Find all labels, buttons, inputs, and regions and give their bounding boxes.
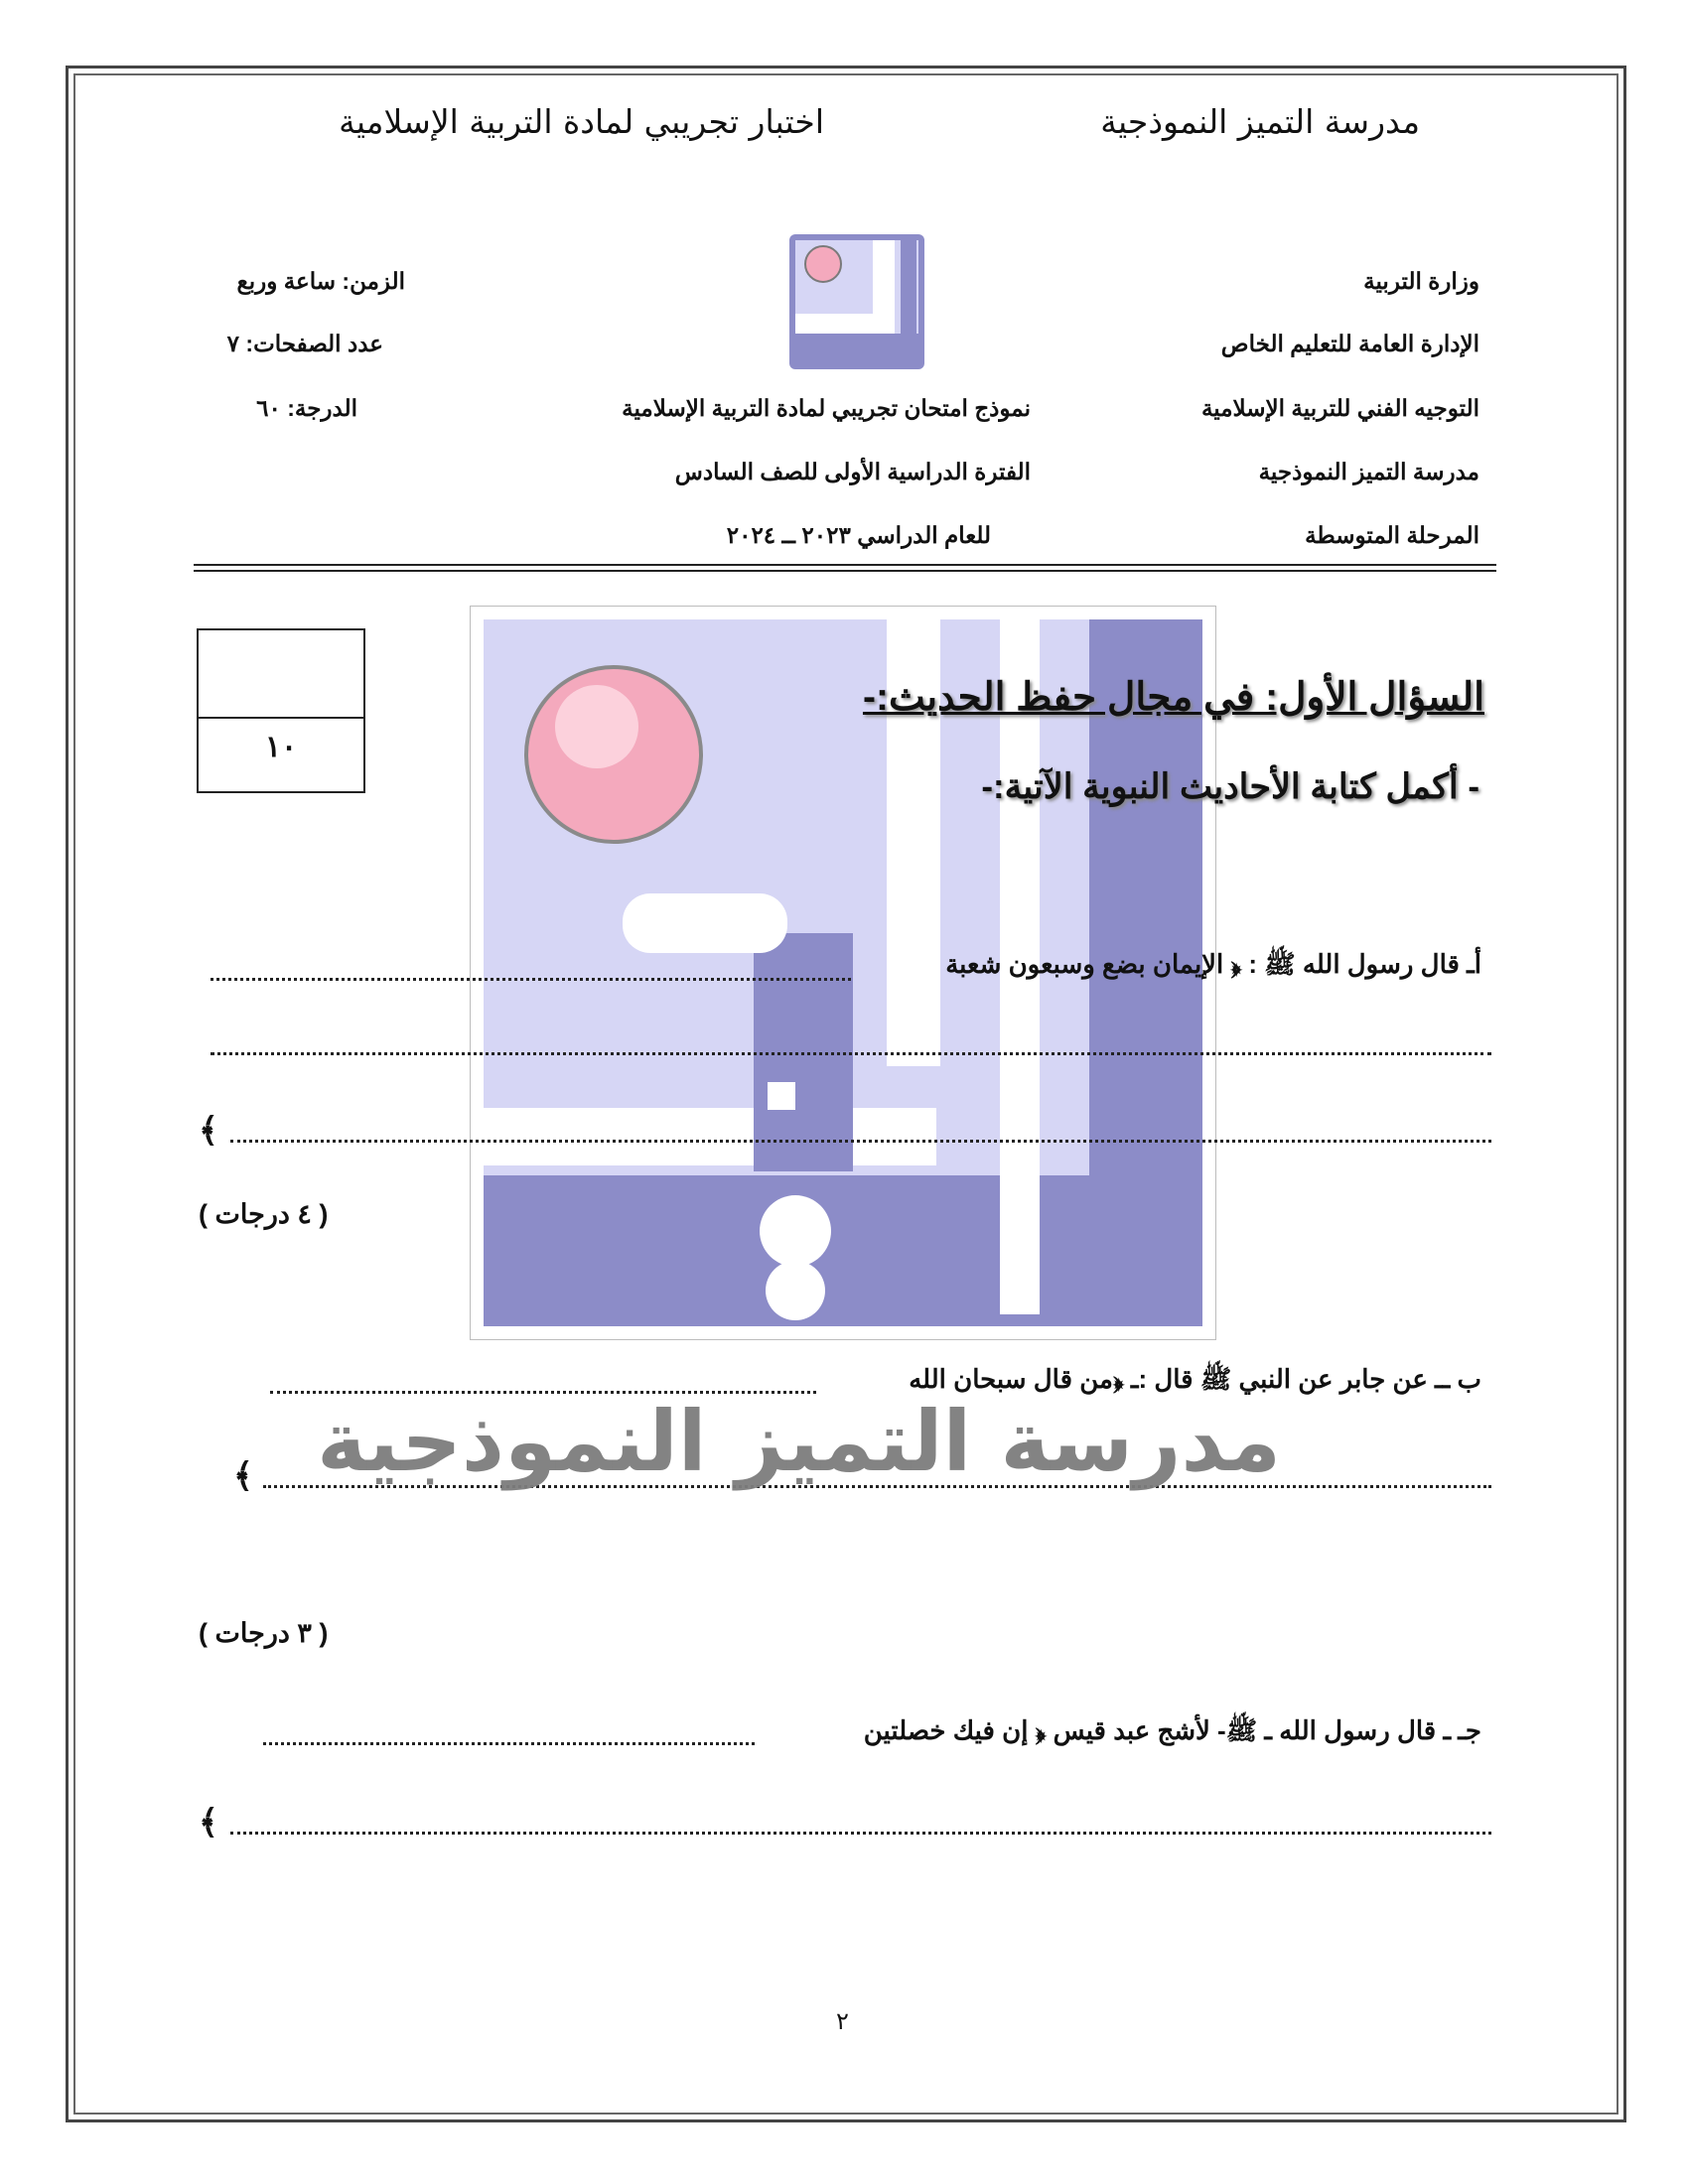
hadith-a-close-bracket: ﴾ bbox=[199, 1111, 218, 1151]
hadith-b-text: ب ــ عن جابر عن النبي ﷺ قال :ـ ﴿من قال سبحان الله bbox=[909, 1364, 1481, 1394]
answer-line-a3[interactable] bbox=[230, 1140, 1491, 1143]
header-rule-top bbox=[194, 564, 1496, 566]
header-exam-title: اختبار تجريبي لمادة التربية الإسلامية bbox=[339, 102, 824, 141]
meta-year: للعام الدراسي ٢٠٢٣ ــ ٢٠٢٤ bbox=[726, 522, 991, 548]
meta-term: الفترة الدراسية الأولى للصف السادس bbox=[674, 459, 1031, 484]
watermark-school-name: مدرسة التميز النموذجية bbox=[317, 1393, 1281, 1490]
logo-large-ring1 bbox=[760, 1195, 831, 1267]
meta-stage: المرحلة المتوسطة bbox=[1305, 522, 1479, 548]
logo-small-bottom bbox=[795, 334, 918, 363]
logo-small-bar3 bbox=[795, 314, 895, 334]
answer-line-a1[interactable] bbox=[211, 978, 851, 981]
hadith-c-text: جـ ـ قال رسول الله ـ ﷺ- لأشج عبد قيس ﴿ إن فيك خصلتين bbox=[863, 1715, 1481, 1745]
school-logo-small bbox=[789, 234, 924, 373]
hadith-c-close-bracket: ﴾ bbox=[199, 1803, 218, 1843]
hadith-b-close-bracket: ﴾ bbox=[233, 1456, 253, 1496]
logo-large-curve bbox=[623, 893, 787, 953]
question-1-title: السؤال الأول: في مجال حفظ الحديث:- bbox=[862, 676, 1484, 719]
meta-pages: عدد الصفحات: ٧ bbox=[226, 331, 383, 356]
hadith-a-marks: ( ٤ درجات ) bbox=[199, 1199, 329, 1229]
answer-line-c1[interactable] bbox=[263, 1742, 755, 1745]
meta-time: الزمن: ساعة وربع bbox=[236, 268, 405, 294]
logo-large-ball-shine bbox=[555, 685, 638, 768]
meta-school: مدرسة التميز النموذجية bbox=[1258, 459, 1479, 484]
grade-box-total: ١٠ bbox=[264, 731, 298, 763]
grade-box bbox=[197, 628, 365, 793]
hadith-b-marks: ( ٣ درجات ) bbox=[199, 1618, 329, 1648]
question-1-instruction: - أكمل كتابة الأحاديث النبوية الآتية:- bbox=[981, 767, 1479, 806]
meta-grade: الدرجة: ٦٠ bbox=[256, 395, 357, 421]
logo-large-white-base bbox=[484, 1108, 936, 1165]
meta-directorate: الإدارة العامة للتعليم الخاص bbox=[1220, 331, 1479, 356]
grade-box-divider bbox=[199, 717, 363, 719]
page-number: ٢ bbox=[836, 2008, 849, 2035]
header-school-name: مدرسة التميز النموذجية bbox=[1100, 102, 1420, 141]
meta-supervision: التوجيه الفني للتربية الإسلامية bbox=[1200, 395, 1479, 421]
meta-ministry: وزارة التربية bbox=[1363, 268, 1479, 294]
header-rule-bottom bbox=[194, 570, 1496, 572]
hadith-a-text: أـ قال رسول الله ﷺ : ﴿ الإيمان بضع وسبعون شعبة bbox=[945, 949, 1481, 979]
logo-large-dot bbox=[768, 1082, 795, 1110]
meta-exam-model: نموذج امتحان تجريبي لمادة التربية الإسلامية bbox=[622, 395, 1031, 421]
logo-small-ball bbox=[805, 246, 841, 282]
logo-large-ring2 bbox=[766, 1261, 825, 1320]
answer-line-a2[interactable] bbox=[211, 1052, 1491, 1055]
answer-line-c2[interactable] bbox=[230, 1832, 1491, 1835]
